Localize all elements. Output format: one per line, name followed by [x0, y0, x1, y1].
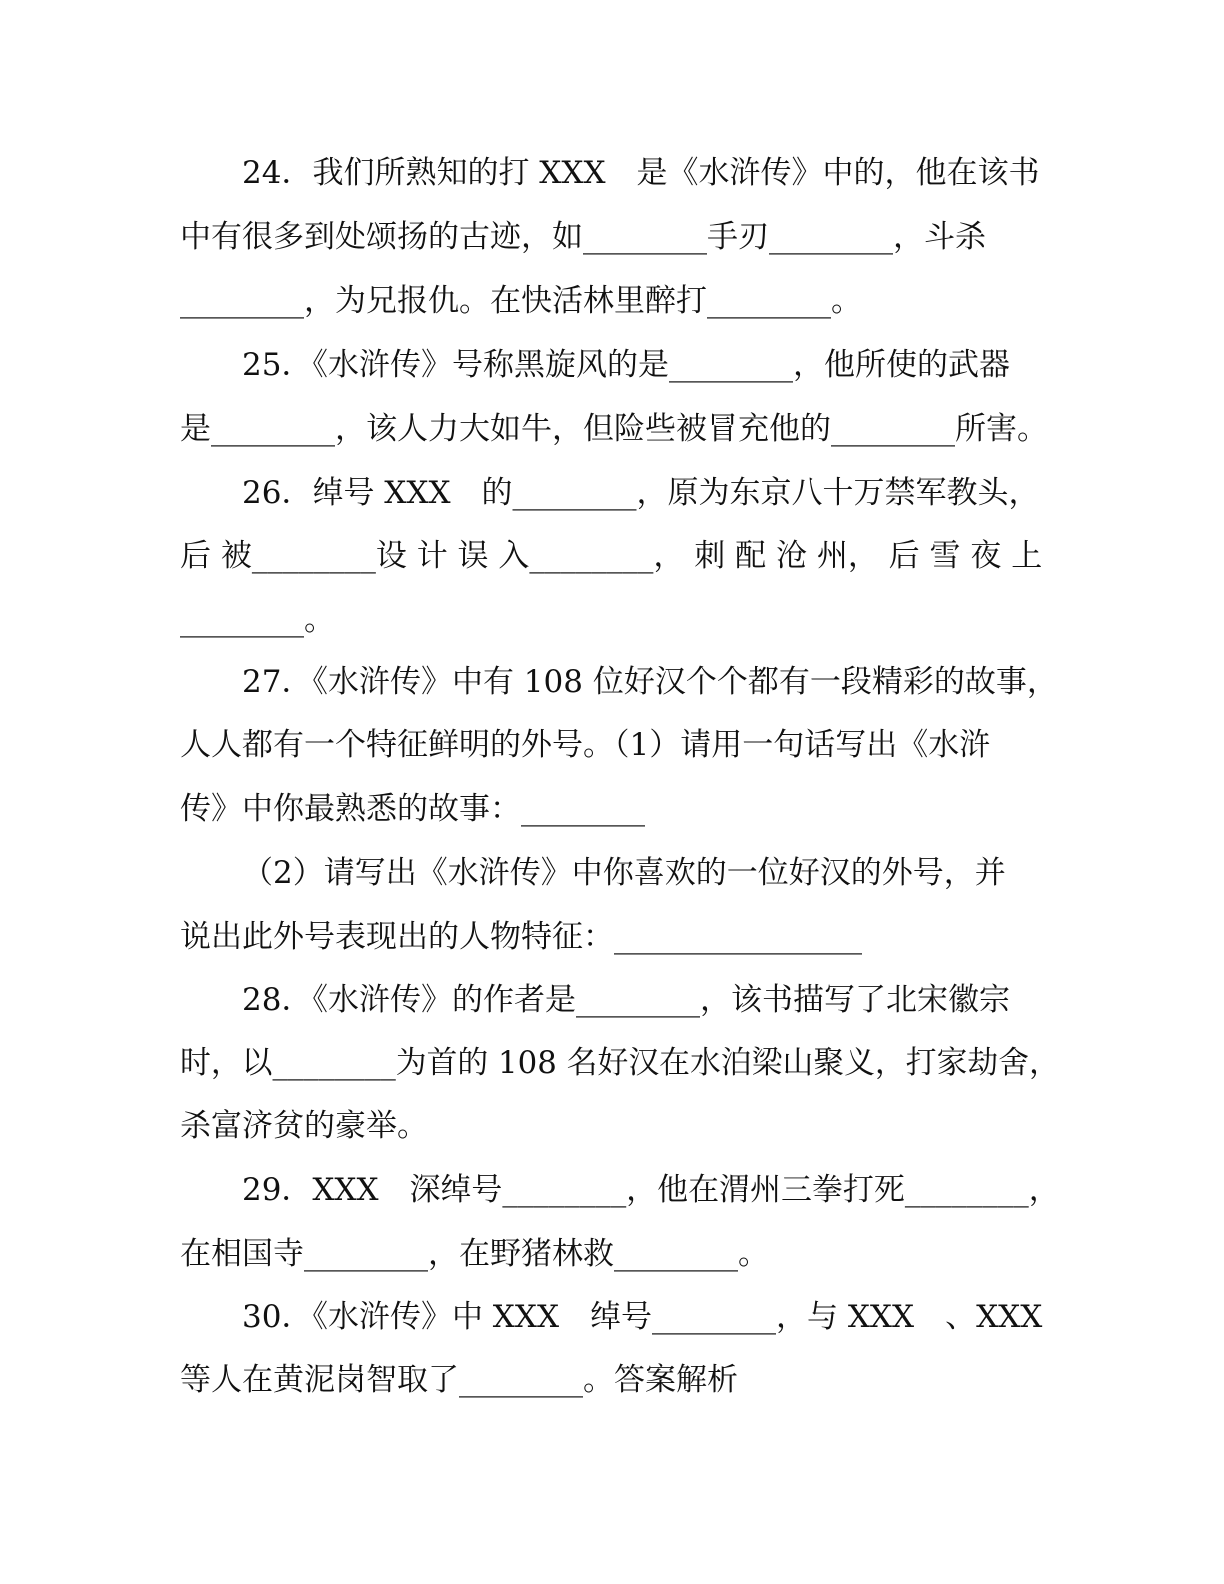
text-line: （2）请写出《水浒传》中你喜欢的一位好汉的外号，并	[242, 855, 1006, 891]
text-line: 后 被________设 计 误 入________， 刺 配 沧 州， 后 雪 夜 上	[180, 538, 1043, 574]
text-line: 30．《水浒传》中 XXX 绰号________，与 XXX 、XXX	[242, 1299, 1043, 1335]
text-line: 杀富济贫的豪举。	[180, 1108, 428, 1144]
text-line: 说出此外号表现出的人物特征：________________	[180, 919, 862, 955]
text-line: 24．我们所熟知的打 XXX 是《水浒传》中的，他在该书	[242, 155, 1040, 191]
text-line: ________，为兄报仇。在快活林里醉打________。	[180, 283, 862, 319]
text-line: 中有很多到处颂扬的古迹，如________手刃________，斗杀	[180, 219, 986, 255]
text-line: 28．《水浒传》的作者是________，该书描写了北宋徽宗	[242, 982, 1010, 1018]
text-line: ________。	[180, 602, 335, 638]
text-line: 等人在黄泥岗智取了________。答案解析	[180, 1362, 738, 1398]
text-line: 时，以________为首的 108 名好汉在水泊梁山聚义，打家劫舍，	[180, 1045, 1060, 1081]
text-line: 是________，该人力大如牛，但险些被冒充他的________所害。	[180, 411, 1048, 447]
text-line: 26．绰号 XXX 的________，原为东京八十万禁军教头，	[242, 475, 1040, 511]
text-line: 27．《水浒传》中有 108 位好汉个个都有一段精彩的故事，	[242, 664, 1058, 700]
text-line: 25．《水浒传》号称黑旋风的是________，他所使的武器	[242, 347, 1010, 383]
text-line: 传》中你最熟悉的故事：________	[180, 791, 645, 827]
text-line: 人人都有一个特征鲜明的外号。（1）请用一句话写出《水浒	[180, 727, 991, 763]
text-line: 在相国寺________，在野猪林救________。	[180, 1236, 769, 1272]
text-line: 29．XXX 深绰号________，他在渭州三拳打死________，	[242, 1172, 1060, 1208]
